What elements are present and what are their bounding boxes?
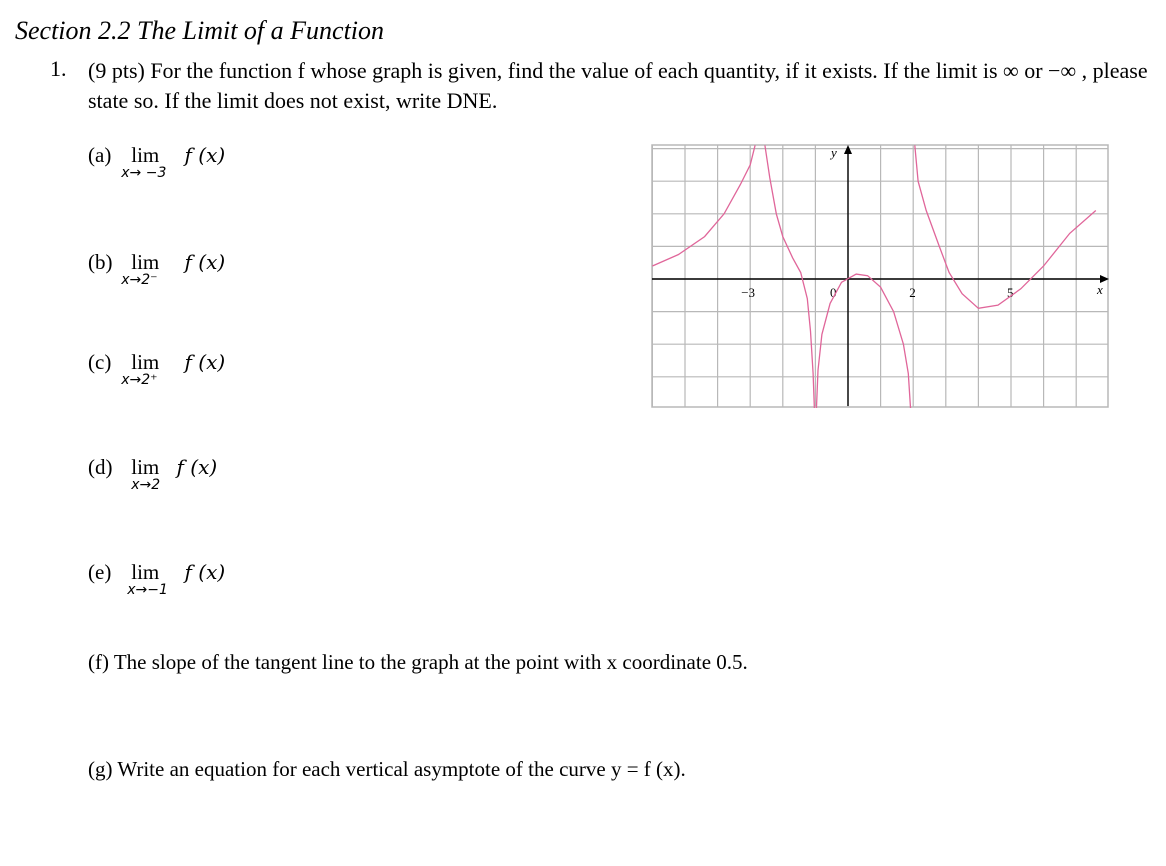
curve-branch	[652, 145, 755, 266]
y-axis-arrow	[844, 145, 852, 154]
lim-word: lim	[131, 143, 160, 167]
function-expression: f (x)	[184, 143, 226, 167]
function-expression: f (x)	[184, 250, 226, 274]
limit-subscript: x→ −3	[121, 165, 167, 181]
part-c	[88, 350, 226, 388]
part-label: (c)	[88, 350, 112, 374]
curve-branch	[765, 145, 815, 408]
limit-subscript: x→2⁺	[121, 372, 158, 388]
part-label: (e)	[88, 560, 112, 584]
part-g: (g) Write an equation for each vertical asymptote of the curve y = f (x).	[88, 757, 686, 781]
limit-operator	[127, 560, 179, 598]
part-label: (b)	[88, 250, 113, 274]
lim-word: lim	[131, 560, 160, 584]
limit-operator	[131, 455, 171, 493]
part-f: (f) The slope of the tangent line to the graph at the point with x coordinate 0.5.	[88, 650, 748, 674]
problem-number: 1.	[50, 56, 67, 81]
y-axis-label: y	[831, 145, 837, 160]
limit-operator	[121, 350, 179, 388]
function-curve	[652, 145, 1095, 408]
section-title: Section 2.2 The Limit of a Function	[15, 16, 385, 45]
lim-word: lim	[131, 455, 160, 479]
tick-labels	[741, 285, 1013, 300]
x-axis-label: x	[1097, 282, 1103, 297]
function-expression: f (x)	[176, 455, 218, 479]
tick-label: 2	[909, 285, 916, 300]
tick-label: 5	[1007, 285, 1014, 300]
tick-label: 0	[830, 285, 837, 300]
graph-grid	[652, 145, 1108, 407]
limit-operator	[121, 143, 179, 181]
part-a	[88, 143, 226, 181]
part-d	[88, 455, 218, 493]
function-graph	[651, 144, 1109, 408]
function-expression: f (x)	[184, 350, 226, 374]
limit-subscript: x→2	[131, 477, 161, 493]
lim-word: lim	[131, 350, 160, 374]
part-label: (d)	[88, 455, 113, 479]
problem-text: (9 pts) For the function f whose graph is given, find the value of each quantity, if it exists. If the limit is ∞ or −∞ , please state so. If the limit does not exist, write DNE.	[88, 58, 1148, 113]
tick-label: −3	[741, 285, 756, 300]
lim-word: lim	[131, 250, 160, 274]
limit-subscript: x→2⁻	[121, 272, 158, 288]
curve-branch	[915, 145, 1096, 308]
part-b	[88, 250, 226, 288]
limit-subscript: x→−1	[127, 582, 168, 598]
limit-operator	[121, 250, 179, 288]
part-label: (a)	[88, 143, 112, 167]
function-expression: f (x)	[184, 560, 226, 584]
part-e	[88, 560, 226, 598]
